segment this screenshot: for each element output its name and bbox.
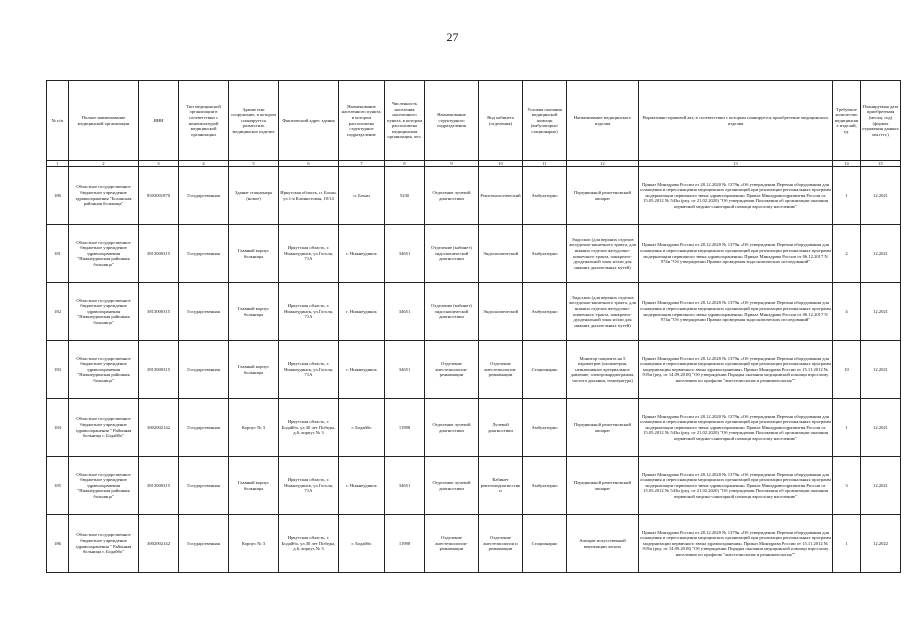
settlement: г. Бодайбо [339,399,385,457]
column-number: 5 [229,161,279,167]
care-conditions: Амбулаторно [523,167,567,225]
table-row [47,457,901,515]
table-row [47,399,901,457]
device-name: Аппарат искусственной вентиляции легких [567,515,639,573]
cabinet-type: Отделение анестезиологии-реанимации [479,341,523,399]
planned-date: 12.2021 [861,341,901,399]
table-body [47,167,901,573]
planned-date: 12.2021 [861,457,901,515]
address: Иркутская область, г. Бодайбо, ул.30 лет Победы, д.6, корпус № 3 [279,515,339,573]
population: 34651 [385,457,425,515]
quantity: 1 [833,167,861,225]
row-number: 186 [47,515,69,573]
population: 5230 [385,167,425,225]
column-number: 10 [479,161,523,167]
row-number: 184 [47,399,69,457]
column-header: Тип медицинской организации в соответствии с номенклатурой медицинской организации [179,81,229,161]
settlement: г. Нижнеудинск [339,283,385,341]
cabinet-type: Отделение анестезиологии и реанимации [479,515,523,573]
address: Иркутская область, г. Нижнеудинск, ул.Гоголя, 71А [279,457,339,515]
planned-date: 12.2021 [861,225,901,283]
organization-name: Областное государственное бюджетное учреждение здравоохранения "Нижнеудинская районная больница" [69,341,139,399]
device-name: Эндоскоп (для верхних отделов желудочно-кишечного тракта, для нижних отделов желудочно-кишечного тракта, панкреато-дуоденальной зоны и/или для нижних дыхательных путей) [567,225,639,283]
building: Корпус № 3 [229,515,279,573]
legal-act: Приказ Минздрава России от 28.12.2020 № 1379н «Об утверждении Перечня оборудования для оснащения и переоснащения медицинских организаций при реализации региональных программ модернизации первичного звена здравоохранения» Приказ Минздравсоцразвития России от 15.05.2012 № 543н (ред. от 21.02.2020) "Об утверждении Положения об организации оказания первичной медико-санитарной помощи взрослому населению" [639,167,833,225]
settlement: п. Бохан [339,167,385,225]
column-header: Здание или сооружение, в котором планируется разместить медицинское изделие [229,81,279,161]
row-number: 183 [47,341,69,399]
cabinet-type: Лучевой диагностики [479,399,523,457]
column-header: ИНН [139,81,179,161]
column-number: 4 [179,161,229,167]
column-number: 3 [139,161,179,167]
legal-act: Приказ Минздрава России от 28.12.2020 № 1379н «Об утверждении Перечня оборудования для оснащения и переоснащения медицинских организаций при реализации региональных программ модернизации первичного звена здравоохранения» Приказ Минздрава России от 15.11.2012 № 919н (ред. от 14.09.2018) "Об утверждении Порядка оказания медицинской помощи взрослому населению по профилю "анестезиология и реаниматология"" [639,515,833,573]
column-header: Условия оказания медицинской помощи (амбулаторно/ стационарно) [523,81,567,161]
building: Здание стационара (новое) [229,167,279,225]
header-row [47,81,901,161]
population: 11988 [385,515,425,573]
quantity: 3 [833,457,861,515]
column-number: 15 [861,161,901,167]
division: Отделение лучевой диагностики [425,399,479,457]
organization-type: Государственная [179,457,229,515]
address: Иркутская область, г. Бодайбо, ул.30 лет Победы, д.6, корпус № 3 [279,399,339,457]
cabinet-type: Эндоскопический [479,283,523,341]
column-header: Требуемое количество медицинских изделий, ед. [833,81,861,161]
division: Отделение лучевой диагностики [425,167,479,225]
organization-type: Государственная [179,283,229,341]
equipment-table [46,80,901,573]
device-name: Монитор пациента на 5 параметров (оксиметрия, неинвазивное артериальное давление, электрокардиограмма, частота дыхания, температура) [567,341,639,399]
cabinet-type: Рентгенологический [479,167,523,225]
column-number: 13 [639,161,833,167]
care-conditions: Амбулаторно [523,399,567,457]
planned-date: 12.2022 [861,515,901,573]
building: Главный корпус больницы [229,457,279,515]
organization-name: Областное государственное бюджетное учреждение здравоохранения " Районная больница г. Бодайбо" [69,515,139,573]
column-header: Полное наименование медицинской организации [69,81,139,161]
division: Отделение (кабинет) эндоскопической диагностики [425,283,479,341]
legal-act: Приказ Минздрава России от 28.12.2020 № 1379н «Об утверждении Перечня оборудования для оснащения и переоснащения медицинских организаций при реализации региональных программ модернизации первичного звена здравоохранения» Приказ Минздрава России от 06.12.2017 N 974н "Об утверждении Правил проведения эндоскопических исследований" [639,225,833,283]
quantity: 10 [833,341,861,399]
care-conditions: Амбулаторно [523,225,567,283]
settlement: г. Бодайбо [339,515,385,573]
division: Отделение анестезиологии-реанимации [425,341,479,399]
address: Иркутская область, г. Нижнеудинск, ул.Гоголя, 71А [279,225,339,283]
population: 34651 [385,283,425,341]
quantity: 2 [833,225,861,283]
division: Отделение (кабинет) эндоскопической диагностики [425,225,479,283]
organization-name: Областное государственное бюджетное учреждение здравоохранения "Нижнеудинская районная больница" [69,457,139,515]
inn: 3802002142 [139,515,179,573]
row-number: 182 [47,283,69,341]
column-header: Наименование медицинского изделия [567,81,639,161]
column-header: Численность населения населенного пункта, в котором расположена медицинская организация, чел. [385,81,425,161]
settlement: г. Нижнеудинск [339,225,385,283]
care-conditions: Амбулаторно [523,457,567,515]
device-name: Передвижной рентгеновский аппарат [567,399,639,457]
column-number: 14 [833,161,861,167]
building: Главный корпус больницы [229,283,279,341]
organization-type: Государственная [179,515,229,573]
column-number: 1 [47,161,69,167]
organization-name: Областное государственное бюджетное учреждение здравоохранения "Нижнеудинская районная больница" [69,283,139,341]
planned-date: 12.2021 [861,167,901,225]
device-name: Передвижной рентгеновский аппарат [567,457,639,515]
inn: 8503001870 [139,167,179,225]
address: Иркутская область, п. Бохан, ул.1-я Клинистовая, 18/14 [279,167,339,225]
organization-name: Областное государственное бюджетное учреждение здравоохранения "Нижнеудинская районная больница" [69,225,139,283]
inn: 3813000315 [139,283,179,341]
page-number: 27 [446,30,459,44]
building: Главный корпус больницы [229,341,279,399]
organization-type: Государственная [179,225,229,283]
address: Иркутская область, г. Нижнеудинск, ул.Гоголя, 71А [279,341,339,399]
row-number: 180 [47,167,69,225]
column-header: Фактический адрес здания [279,81,339,161]
column-number: 2 [69,161,139,167]
inn: 3813000315 [139,457,179,515]
table-row [47,341,901,399]
column-header: Планируемая дата приобретения (месяц, год) (формат отражения данных мм.гггг.) [861,81,901,161]
row-number: 185 [47,457,69,515]
table-row [47,515,901,573]
column-header: Нормативно-правовой акт, в соответствии с которым планируется приобретение медицинского изделия [639,81,833,161]
care-conditions: Стационарно [523,515,567,573]
building: Корпус № 3 [229,399,279,457]
table-row [47,225,901,283]
column-header: Наименование населенного пункта, в котором расположена структурное подразделение [339,81,385,161]
settlement: г. Нижнеудинск [339,457,385,515]
address: Иркутская область, г. Нижнеудинск, ул.Гоголя, 71А [279,283,339,341]
settlement: г. Нижнеудинск [339,341,385,399]
organization-type: Государственная [179,167,229,225]
division: Отделение лучевой диагностики [425,457,479,515]
population: 34651 [385,341,425,399]
planned-date: 12.2021 [861,399,901,457]
organization-name: Областное государственное бюджетное учреждение здравоохранения "Боханская районная больница" [69,167,139,225]
organization-name: Областное государственное бюджетное учреждение здравоохранения " Районная больница г. Бодайбо" [69,399,139,457]
population: 34651 [385,225,425,283]
organization-type: Государственная [179,399,229,457]
column-header: Вид кабинета (отделения) [479,81,523,161]
device-name: Эндоскоп (для верхних отделов желудочно-кишечного тракта, для нижних отделов желудочно-кишечного тракта, панкреато-дуоденальной зоны и/или для нижних дыхательных путей) [567,283,639,341]
inn: 3813000315 [139,225,179,283]
column-number: 8 [385,161,425,167]
column-header: № п/п [47,81,69,161]
cabinet-type: Кабинет рентгенодиагностики [479,457,523,515]
planned-date: 12.2021 [861,283,901,341]
column-number: 11 [523,161,567,167]
column-number: 7 [339,161,385,167]
inn: 3813000315 [139,341,179,399]
legal-act: Приказ Минздрава России от 28.12.2020 № 1379н «Об утверждении Перечня оборудования для оснащения и переоснащения медицинских организаций при реализации региональных программ модернизации первичного звена здравоохранения» Приказ Минздравсоцразвития России от 15.05.2012 № 543н (ред. от 21.02.2020) "Об утверждении Положения об организации оказания первичной медико-санитарной помощи взрослому населению" [639,399,833,457]
division: Отделение анестезиологии-реанимации [425,515,479,573]
legal-act: Приказ Минздрава России от 28.12.2020 № 1379н «Об утверждении Перечня оборудования для оснащения и переоснащения медицинских организаций при реализации региональных программ модернизации первичного звена здравоохранения» Приказ Минздравсоцразвития России от 15.05.2012 № 543н (ред. от 21.02.2020) "Об утверждении Положения об организации оказания первичной медико-санитарной помощи взрослому населению" [639,457,833,515]
inn: 3802002142 [139,399,179,457]
care-conditions: Стационарно [523,341,567,399]
quantity: 1 [833,515,861,573]
table-row [47,167,901,225]
cabinet-type: Эндоскопический [479,225,523,283]
legal-act: Приказ Минздрава России от 28.12.2020 № 1379н «Об утверждении Перечня оборудования для оснащения и переоснащения медицинских организаций при реализации региональных программ модернизации первичного звена здравоохранения» Приказ Минздрава России от 06.12.2017 N 974н "Об утверждении Правил проведения эндоскопических исследований" [639,283,833,341]
device-name: Передвижной рентгеновский аппарат [567,167,639,225]
building: Главный корпус больницы [229,225,279,283]
table-row [47,283,901,341]
quantity: 1 [833,399,861,457]
organization-type: Государственная [179,341,229,399]
column-number: 6 [279,161,339,167]
legal-act: Приказ Минздрава России от 28.12.2020 № 1379н «Об утверждении Перечня оборудования для оснащения и переоснащения медицинских организаций при реализации региональных программ модернизации первичного звена здравоохранения» Приказ Минздрава России от 15.11.2012 № 919н (ред. от 14.09.2018) "Об утверждении Порядка оказания медицинской помощи взрослому населению по профилю "анестезиология и реаниматология"" [639,341,833,399]
column-number: 12 [567,161,639,167]
quantity: 4 [833,283,861,341]
column-header: Наименование структурного подразделения [425,81,479,161]
population: 11988 [385,399,425,457]
column-number: 9 [425,161,479,167]
row-number: 181 [47,225,69,283]
care-conditions: Амбулаторно [523,283,567,341]
